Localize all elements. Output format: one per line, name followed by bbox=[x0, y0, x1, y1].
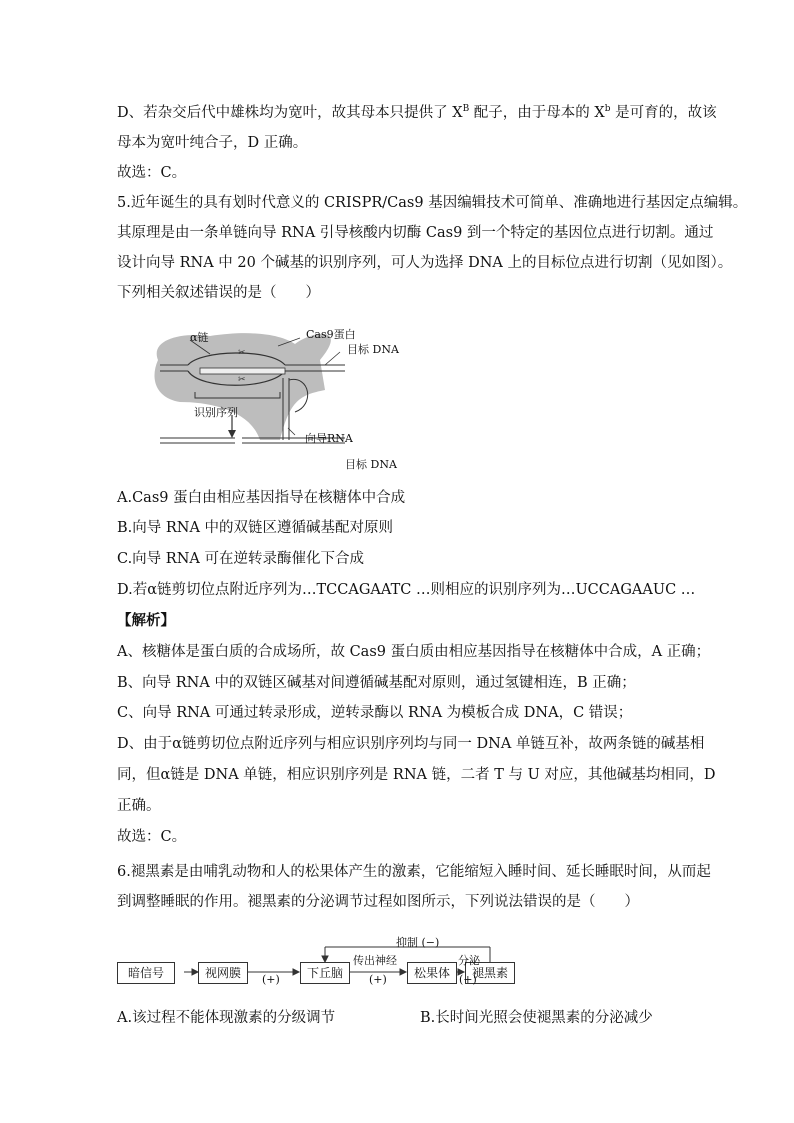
guide-rna-label: 向导RNA bbox=[305, 432, 353, 445]
scissors-icon-bottom: ✂ bbox=[238, 375, 246, 385]
q6-option-b: B.长时间光照会使褪黑素的分泌减少 bbox=[420, 1010, 653, 1026]
prev-answer-d-line2: 母本为宽叶纯合子，D 正确。 bbox=[117, 135, 308, 151]
flow-box-melatonin: 褪黑素 bbox=[465, 962, 515, 984]
q5-option-b: B.向导 RNA 中的双链区遵循碱基配对原则 bbox=[117, 520, 394, 536]
q5-analysis-d1: D、由于α链剪切位点附近序列与相应识别序列均与同一 DNA 单链互补，故两条链的碱基相 bbox=[117, 736, 705, 752]
flow-plus-2: (+) bbox=[369, 973, 387, 986]
flow-plus-1: (+) bbox=[262, 973, 280, 986]
prev-answer-d-sup1: B bbox=[462, 104, 470, 115]
target-dna-label: 目标 DNA bbox=[347, 343, 399, 356]
prev-answer-d-post: 是可育的，故该 bbox=[610, 105, 717, 121]
q5-option-c: C.向导 RNA 可在逆转录酶催化下合成 bbox=[117, 551, 364, 567]
q5-stem-line4: 下列相关叙述错误的是（ ） bbox=[117, 285, 320, 301]
q5-stem-line2: 其原理是由一条单链向导 RNA 引导核酸内切酶 Cas9 到一个特定的基因位点进行切割。通过 bbox=[117, 225, 714, 241]
prev-answer-choice: 故选：C。 bbox=[117, 165, 187, 181]
q5-analysis-c: C、向导 RNA 可通过转录形成，逆转录酶以 RNA 为模板合成 DNA，C 错误； bbox=[117, 705, 633, 721]
q6-stem-line1: 6.褪黑素是由哺乳动物和人的松果体产生的激素，它能缩短入睡时间、延长睡眠时间，从而起 bbox=[117, 864, 711, 880]
flow-secrete-label: 分泌 bbox=[458, 954, 480, 967]
flow-box-pineal: 松果体 bbox=[407, 962, 457, 984]
recognition-seq-label: 识别序列 bbox=[194, 406, 238, 419]
prev-answer-d-pre: D、若杂交后代中雄株均为宽叶，故其母本只提供了 X bbox=[117, 105, 463, 121]
prev-answer-d-mid: 配子，由于母本的 X bbox=[469, 105, 605, 121]
q5-analysis-d2: 同，但α链是 DNA 单链，相应识别序列是 RNA 链，二者 T 与 U 对应，其他碱基均相同，D bbox=[117, 767, 716, 783]
q5-analysis-a: A、核糖体是蛋白质的合成场所，故 Cas9 蛋白质由相应基因指导在核糖体中合成，A 正确； bbox=[117, 644, 711, 660]
alpha-chain-label: α链 bbox=[190, 331, 209, 344]
q5-analysis-d3: 正确。 bbox=[117, 798, 161, 814]
q6-option-a: A.该过程不能体现激素的分级调节 bbox=[117, 1010, 336, 1026]
q5-option-d: D.若α链剪切位点附近序列为…TCCAGAATC …则相应的识别序列为…UCCAGAAUC … bbox=[117, 582, 696, 598]
q5-analysis-label: 【解析】 bbox=[117, 612, 175, 629]
q5-stem-line3: 设计向导 RNA 中 20 个碱基的识别序列，可人为选择 DNA 上的目标位点进行切割（见如图）。 bbox=[117, 255, 733, 271]
scissors-icon-top: ✂ bbox=[238, 348, 246, 358]
q5-stem-line1: 5.近年诞生的具有划时代意义的 CRISPR/Cas9 基因编辑技术可简单、准确地进行基因定点编辑。 bbox=[117, 195, 748, 211]
prev-answer-d-sup2: b bbox=[604, 104, 611, 115]
q5-analysis-b: B、向导 RNA 中的双链区碱基对间遵循碱基配对原则，通过氢键相连，B 正确； bbox=[117, 675, 636, 691]
flow-inhibit-label: 抑制 (−) bbox=[396, 936, 440, 949]
cas9-label: Cas9蛋白 bbox=[306, 328, 356, 341]
flow-box-dark-signal: 暗信号 bbox=[117, 962, 175, 984]
q5-choice: 故选：C。 bbox=[117, 829, 187, 845]
flow-plus-3: (+) bbox=[459, 973, 477, 986]
flow-box-hypothalamus: 下丘脑 bbox=[300, 962, 350, 984]
q5-option-a: A.Cas9 蛋白由相应基因指导在核糖体中合成 bbox=[117, 490, 406, 506]
q6-stem-line2: 到调整睡眠的作用。褪黑素的分泌调节过程如图所示，下列说法错误的是（ ） bbox=[117, 894, 639, 910]
target-dna-bottom-label: 目标 DNA bbox=[345, 458, 397, 471]
flow-box-retina: 视网膜 bbox=[198, 962, 248, 984]
prev-answer-d-line1 bbox=[117, 103, 717, 123]
flow-nerve-label: 传出神经 bbox=[353, 954, 397, 967]
